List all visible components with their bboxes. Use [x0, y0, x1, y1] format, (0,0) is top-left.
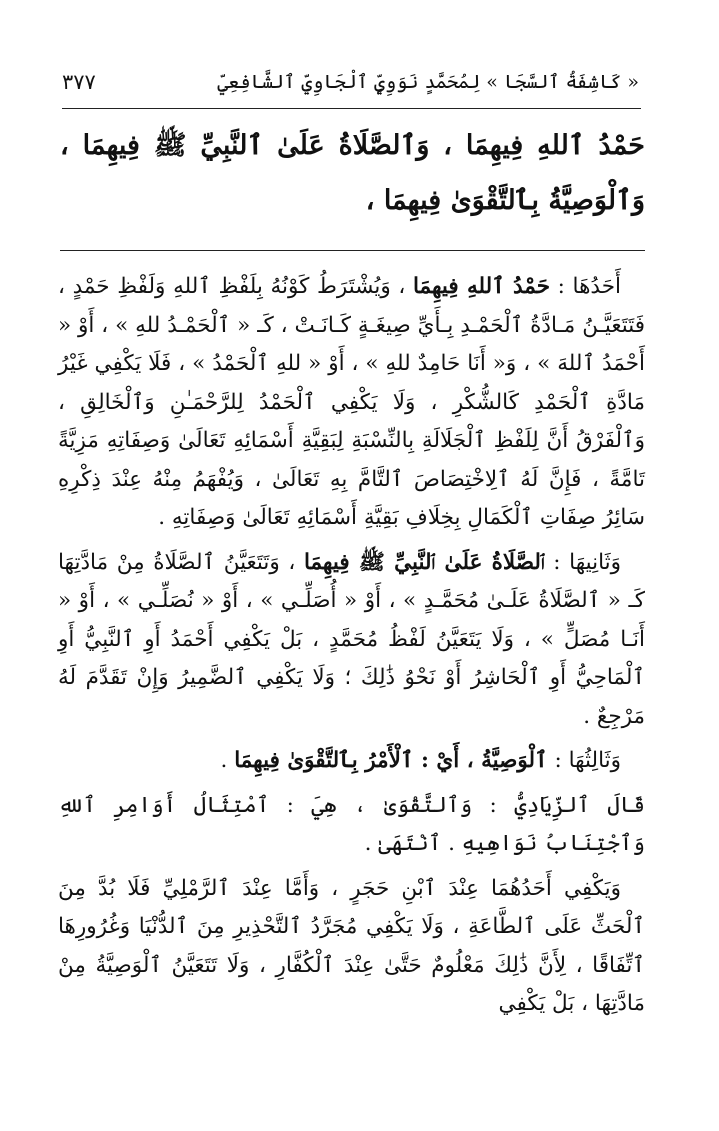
- matn-text: حَمْدُ ٱللهِ فِيهِمَا ، وَٱلصَّلَاةُ عَلَىٰ ٱلنَّبِيِّ ﷺ فِيهِمَا ، وَٱلْوَصِيَّةُ بِٱلتَّقْوَىٰ فِيهِمَا ،: [60, 130, 645, 216]
- paragraph-lead: أَحَدُهَا :: [550, 274, 621, 299]
- commentary-paragraph-ziyadi: قَالَ ٱلزِّيَادِيُّ : وَٱلتَّقْوَىٰ ، هِيَ : ٱمْتِثَالُ أَوَامِرِ ٱللهِ وَٱجْتِنَابُ نَوَاهِيهِ . ٱنْتَهَىٰ .: [58, 792, 645, 856]
- paragraph-body: .: [220, 748, 235, 773]
- commentary: [58, 268, 645, 1030]
- quoted-matn-highlight: حَمْدُ ٱللهِ فِيهِمَا: [413, 274, 551, 299]
- running-header: [62, 62, 639, 102]
- page-number: ٣٧٧: [62, 70, 96, 94]
- quoted-matn-highlight: ٱلْوَصِيَّةُ ، أَيْ : ٱلْأَمْرُ بِٱلتَّقْوَىٰ فِيهِمَا: [234, 748, 548, 773]
- quoted-matn-highlight: ٱلصَّلَاةُ عَلَىٰ ٱلنَّبِيِّ ﷺ فِيهِمَا: [303, 549, 545, 575]
- paragraph-body: ، وَيُشْتَرَطُ كَوْنُهُ بِلَفْظِ ٱللهِ وَلَفْظِ حَمْدٍ ، فَتَتَعَيَّـنُ مَـادَّةُ ٱلْحَمْـدِ بِـأَيِّ صِيغَـةٍ كَـانَـتْ ، كَـ « ٱلْحَمْـدُ للهِ » ، أَوْ « أَحْمَدُ ٱللهَ » ، وَ« أَنَا حَامِدٌ للهِ » ، أَوْ « للهِ ٱلْحَمْدُ » ، فَلَا يَكْفِي غَيْرُ مَادَّةِ ٱلْحَمْدِ كَالشُّكْرِ ، وَلَا يَكْفِي ٱلْحَمْدُ لِلرَّحْمَـٰنِ وَٱلْخَالِقِ ، وَٱلْفَرْقُ أَنَّ لِلَفْظِ ٱلْجَلَالَةِ بِالنِّسْبَةِ لِبَقِيَّةِ أَسْمَائِهِ تَعَالَىٰ وَصِفَاتِهِ مَزِيَّةً تَامَّةً ، فَإِنَّ لَهُ ٱلِاخْتِصَاصَ ٱلتَّامَّ بِهِ تَعَالَىٰ ، وَيُفْهَمُ مِنْهُ عِنْدَ ذِكْرِهِ سَائِرُ صِفَاتِ ٱلْكَمَالِ بِخِلَافِ بَقِيَّةِ أَسْمَائِهِ تَعَالَىٰ وَصِفَاتِهِ .: [58, 274, 645, 530]
- commentary-paragraph-third: [58, 742, 645, 781]
- paragraph-lead: وَثَانِيهَا :: [544, 549, 621, 575]
- commentary-paragraph-second: [58, 544, 645, 737]
- commentary-paragraph-last: وَيَكْفِي أَحَدُهُمَا عِنْدَ ٱبْنِ حَجَرٍ ، وَأَمَّا عِنْدَ ٱلرَّمْلِيِّ فَلَا بُدَّ مِنَ ٱلْحَثِّ عَلَى ٱلطَّاعَةِ ، وَلَا يَكْفِي مُجَرَّدُ ٱلتَّحْذِيرِ مِنَ ٱلدُّنْيَا وَغُرُورِهَا ٱتِّفَاقًا ، لِأَنَّ ذَٰلِكَ مَعْلُومٌ حَتَّىٰ عِنْدَ ٱلْكُفَّارِ ، وَلَا تَتَعَيَّنُ ٱلْوَصِيَّةُ مِنْ مَادَّتِهَا ، بَلْ يَكْفِي: [58, 875, 645, 1016]
- commentary-paragraph-first: [58, 268, 645, 538]
- paragraph-lead: وَثَالِثُهَا :: [547, 748, 621, 773]
- running-header-title: « كَاشِفَةُ ٱلسَّجَا » لِمُحَمَّدٍ نَوَوِيٍّ ٱلْجَاوِيِّ ٱلشَّافِعِيِّ: [217, 71, 639, 93]
- matn-separator-rule: [60, 250, 645, 251]
- paragraph-body: ، وَتَتَعَيَّنُ ٱلصَّلَاةُ مِنْ مَادَّتِهَا كَـ « ٱلصَّلَاةُ عَلَـىٰ مُحَمَّـدٍ » ، أَوْ « أُصَلِّـي » ، أَوْ « نُصَلِّـي » ، أَوْ « أَنَـا مُصَلٍّ » ، وَلَا يَتَعَيَّنُ لَفْظُ مُحَمَّدٍ ، بَلْ يَكْفِي أَحْمَدُ أَوِ ٱلنَّبِيُّ أَوِ ٱلْمَاحِيُّ أَوِ ٱلْحَاشِرُ أَوْ نَحْوُ ذَٰلِكَ ؛ وَلَا يَكْفِي ٱلضَّمِيرُ وَإِنْ تَقَدَّمَ لَهُ مَرْجِعٌ .: [58, 549, 645, 729]
- header-rule: [62, 108, 641, 109]
